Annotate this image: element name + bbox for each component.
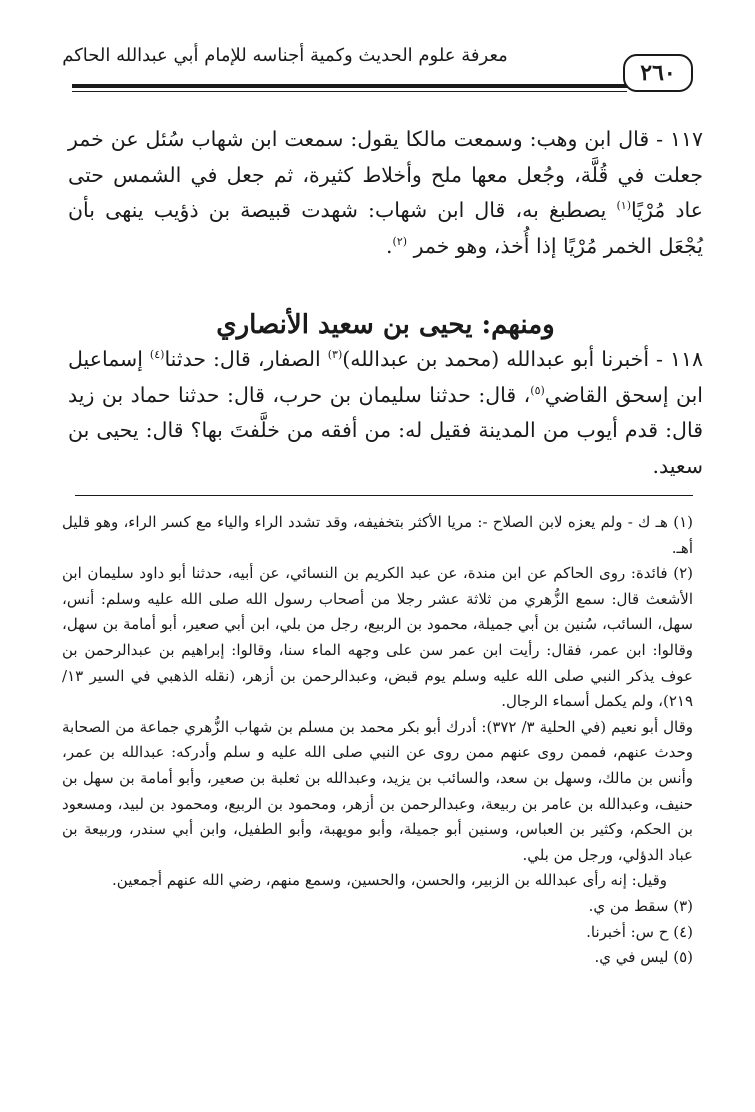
footnote-separator — [75, 495, 693, 496]
hadith-118-text-c: إسماعيل ابن إسحق القاضي — [68, 347, 704, 407]
footnotes-section — [62, 510, 693, 971]
hadith-117-paragraph — [68, 122, 703, 264]
hadith-117-text-b: يصطبغ به، قال ابن شهاب: شهدت قبيصة بن ذؤيب ينهى بأن يُجْعَل الخمر مُرْيًا إذا أُخذ، وهو خمر — [68, 198, 703, 258]
hadith-117-text-a: ١١٧ - قال ابن وهب: وسمعت مالكا يقول: سمعت ابن شهاب سُئل عن خمر جعلت في قُلَّة، وجُعل معها ملح وأخلاط كثيرة، ثم جعل في الشمس حتى عاد مُرْيًا — [68, 127, 703, 222]
footnote-ref-1[interactable]: (١) — [616, 199, 631, 213]
hadith-118-text-a: ١١٨ - أخبرنا أبو عبدالله (محمد بن عبدالله) — [342, 347, 703, 371]
footnote-ref-5[interactable]: (٥) — [530, 383, 545, 397]
hadith-117-text-c: . — [386, 233, 393, 258]
footnote-ref-4[interactable]: (٤) — [149, 348, 165, 362]
section-heading: ومنهم: يحيى بن سعيد الأنصاري — [216, 310, 555, 340]
hadith-118-paragraph — [68, 342, 703, 484]
hadith-118-text-d: ، قال: حدثنا سليمان بن حرب، قال: حدثنا حماد بن زيد قال: قدم أيوب من المدينة فقيل له: من أفقه من خلَّفتَ بها؟ قال: يحيى بن سعيد. — [68, 382, 703, 478]
hadith-118-text-b: الصفار، قال: حدثنا — [164, 347, 328, 371]
hadith-117-block — [68, 122, 703, 264]
footnote-4: (٤) ح س: أخبرنا. — [586, 922, 693, 941]
footnote-2-continued: وقال أبو نعيم (في الحلية ٣/ ٣٧٢): أدرك أبو بكر محمد بن مسلم بن شهاب الزُّهري جماعة من الصحابة وحدث عنهم، فممن روى عنهم ممن روى عن النبي صلى الله عليه و سلم وأدركه: عبدالله بن عمر، وأنس بن مالك، وسهل بن سعد، والسائب بن يزيد، وعبدالله بن ثعلبة بن صعير، وأبو أمامة بن سهل بن حنيف، وعبدالله بن عامر بن ربيعة، وعبدالرحمن بن أزهر، ومحمود بن الربيع، ومحمود بن لبيد، ومسعود بن الحكم، وكثير بن العباس، وسنين أبو جميلة، وأبو مويهبة، وأبو الطفيل، وابن أبي سندر، وربيعة بن عباد الدؤلي، ورجل من بلي. — [62, 717, 693, 864]
footnote-ref-3[interactable]: (٣) — [327, 348, 343, 362]
page-number: ٢٦٠ — [623, 54, 693, 92]
header-rule-thin — [72, 91, 627, 92]
footnote-1: (١) هـ ك - ولم يعزه لابن الصلاح -: مريا الأكثر بتخفيفه، وقد تشدد الراء والياء مع كسر الراء، وهو قليل أهـ. — [62, 513, 693, 557]
footnote-2: (٢) فائدة: روى الحاكم عن ابن مندة، عن عبد الكريم بن النسائي، عن أبيه، حدثنا أبو داود سليمان ابن الأشعث قال: سمع الزُّهري من ثلاثة عشر رجلا من أصحاب رسول الله صلى الله عليه وسلم: أنس، سهل، السائب، سُنين بن أبي جميلة، محمود بن الربيع، رجل من بلي، ابن أبي صعير، أبو أمامة بن سهل، وقالوا: ابن عمر، فقال: رأيت ابن عمر سن على وجهه الماء سنا، وقالوا: إبراهيم بن عبدالرحمن بن عوف يذكر النبي صلى الله عليه وسلم يوم قبض، وعبدالرحمن بن أزهر، (نقله الذهبي في السير ١٣/ ٢١٩)، ولم يكمل أسماء الرجال. — [62, 564, 693, 711]
hadith-118-block — [68, 342, 703, 484]
footnote-2-end: وقيل: إنه رأى عبدالله بن الزبير، والحسن، والحسين، وسمع منهم، رضي الله عنهم أجمعين. — [112, 871, 667, 890]
footnote-5: (٥) ليس في ي. — [594, 948, 693, 967]
footnote-3: (٣) سقط من ي. — [588, 896, 693, 915]
header-rule-thick — [72, 84, 627, 88]
running-header-title: معرفة علوم الحديث وكمية أجناسه للإمام أبي عبدالله الحاكم — [62, 45, 508, 66]
footnote-ref-2[interactable]: (٢) — [392, 234, 408, 248]
